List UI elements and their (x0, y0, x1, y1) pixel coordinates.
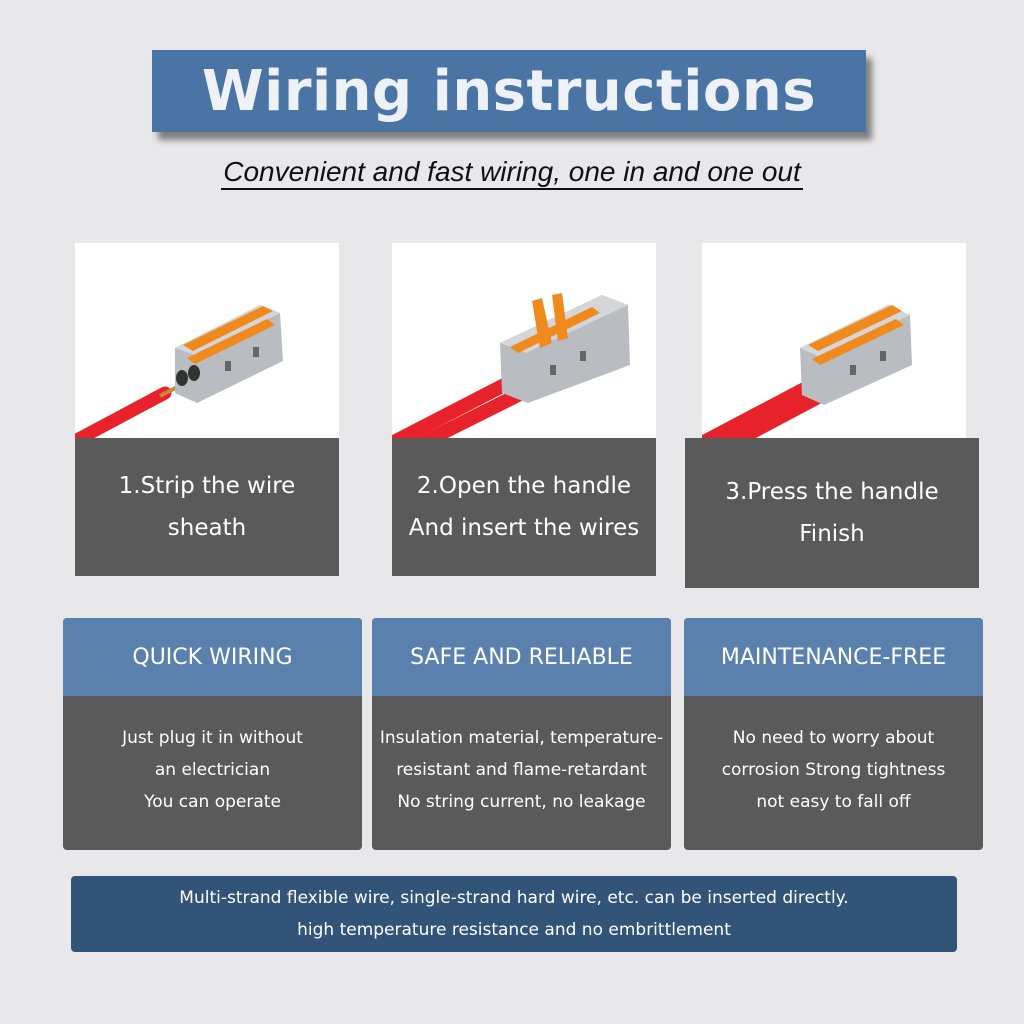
footer-note (71, 876, 957, 952)
title-banner (152, 50, 866, 132)
feature-safe-reliable-body (372, 696, 671, 818)
step-2-line-1: 2.Open the handle (416, 473, 632, 499)
step-1-line-2: sheath (167, 515, 247, 541)
feature-maintenance-free-body (684, 696, 983, 818)
step-1-caption (75, 438, 339, 576)
feature-maintenance-free-title: MAINTENANCE-FREE (684, 618, 983, 696)
step-3-caption (685, 438, 979, 588)
feature-line: Insulation material, temperature- (379, 728, 664, 748)
feature-line: resistant and flame-retardant (396, 760, 647, 780)
page-subtitle: Convenient and fast wiring, one in and one out (221, 156, 803, 190)
feature-quick-wiring (63, 618, 362, 850)
subtitle-row (0, 156, 1024, 188)
feature-line: corrosion Strong tightness (721, 760, 946, 780)
feature-line: an electrician (154, 760, 271, 780)
step-2-photo (392, 243, 656, 438)
connector-closed-lever-image (702, 243, 966, 438)
connector-strip-wire-image (75, 243, 339, 438)
feature-line: Just plug it in without (122, 728, 303, 748)
feature-line: You can operate (144, 792, 281, 812)
step-2-caption (392, 438, 656, 576)
feature-safe-reliable (372, 618, 671, 850)
feature-safe-reliable-title: SAFE AND RELIABLE (372, 618, 671, 696)
step-3-line-1: 3.Press the handle (725, 479, 939, 505)
feature-line: not easy to fall off (756, 792, 911, 812)
step-1-photo (75, 243, 339, 438)
feature-quick-wiring-title: QUICK WIRING (63, 618, 362, 696)
step-3-photo (702, 243, 966, 438)
feature-quick-wiring-body (63, 696, 362, 818)
step-1-line-1: 1.Strip the wire (118, 473, 296, 499)
step-3-line-2: Finish (799, 521, 865, 547)
footer-line-2: high temperature resistance and no embrittlement (297, 920, 731, 940)
feature-line: No string current, no leakage (397, 792, 646, 812)
footer-line-1: Multi-strand flexible wire, single-strand hard wire, etc. can be inserted directly. (179, 888, 849, 908)
feature-line: No need to worry about (732, 728, 935, 748)
step-2-line-2: And insert the wires (408, 515, 640, 541)
page-title: Wiring instructions (201, 58, 817, 124)
connector-open-lever-image (392, 243, 656, 438)
feature-maintenance-free (684, 618, 983, 850)
